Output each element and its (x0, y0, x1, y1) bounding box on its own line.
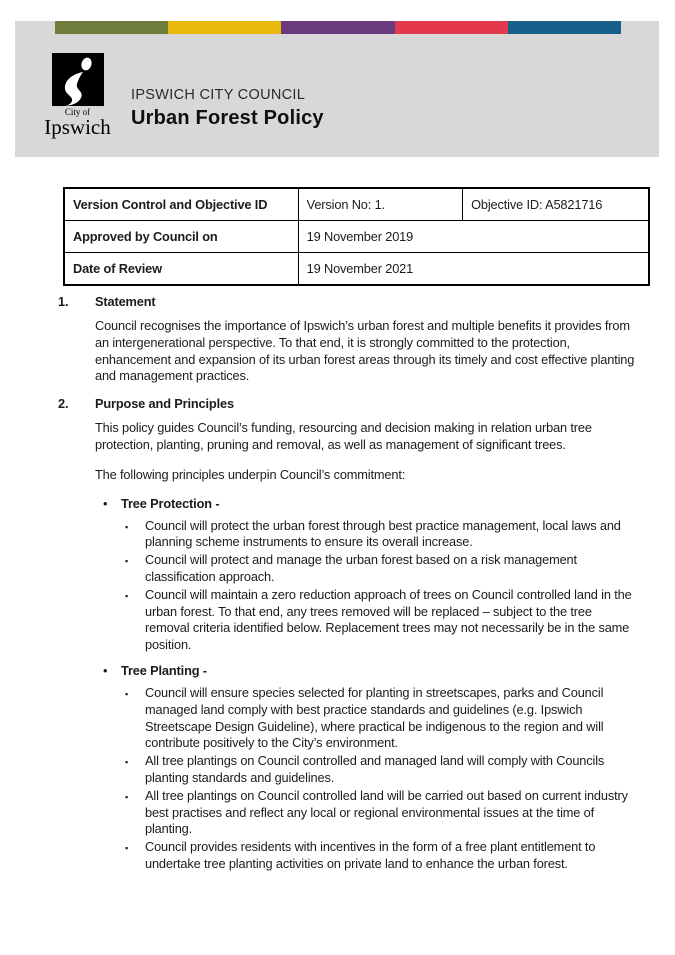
document-body (0, 187, 675, 873)
list-item (125, 685, 640, 752)
bullet-dot-icon: • (103, 662, 108, 678)
principle-heading-tree-protection (103, 496, 675, 511)
list-item-text: Council will ensure species selected for planting in streetscapes, parks and Council managed land comply with best practice standards and guidelines (e.g. Ipswich Streetscape Design Guideline), where practical be indigenous to the region and will contribute positively to the City’s environment. (145, 684, 604, 751)
list-item-text: Council will maintain a zero reduction approach of trees on Council controlled land in the urban forest. To that end, any trees removed will be replaced – subject to the tree removal criteria identified below. Replacement trees may not necessarily be in the same position. (145, 586, 632, 653)
list-item-text: All tree plantings on Council controlled land will be carried out based on current industry best practises and reflect any local or regional environmental issues at the time of planting. (145, 787, 628, 837)
list-item (125, 552, 640, 586)
logo-city-of-text: City of (64, 107, 91, 117)
ipswich-i-icon (52, 53, 104, 106)
org-name: IPSWICH CITY COUNCIL (131, 87, 306, 103)
bullet-square-icon: ▪ (125, 590, 129, 601)
section-heading-statement (58, 294, 675, 309)
list-item (125, 587, 640, 654)
table-row (64, 188, 649, 221)
section-number: 1. (58, 294, 69, 309)
table-row (64, 221, 649, 253)
principle-heading-tree-planting (103, 663, 675, 678)
section-number: 2. (58, 396, 69, 412)
principle-title: Tree Planting - (121, 662, 207, 678)
page-title: Urban Forest Policy (131, 107, 324, 129)
bullet-square-icon: ▪ (125, 757, 129, 768)
logo-city-text: Ipswich (44, 115, 111, 139)
header-banner (15, 21, 659, 157)
table-row (64, 253, 649, 286)
stripe-segment-green (55, 21, 168, 34)
statement-paragraph: Council recognises the importance of Ipswich’s urban forest and multiple benefits it provides from an intergenerational perspective. To that end, it is strongly committed to the protection, enhancement and expansion of its urban forest areas through its timely and cost effective planting and management practices. (95, 318, 635, 384)
bullet-square-icon: ▪ (125, 521, 129, 532)
section-heading-purpose (58, 396, 675, 411)
list-item-text: Council provides residents with incentives in the form of a free plant entitlement to undertake tree planting activities on private land to enhance the urban forest. (145, 839, 596, 871)
principles-intro: The following principles underpin Council’s commitment: (95, 466, 406, 482)
bullet-dot-icon: • (103, 495, 108, 511)
bullet-square-icon: ▪ (125, 791, 129, 802)
list-item (125, 518, 640, 552)
section-title: Statement (95, 294, 156, 309)
bullet-square-icon: ▪ (125, 843, 129, 854)
bullet-square-icon: ▪ (125, 688, 129, 699)
council-logo (40, 53, 115, 137)
table-cell-review-date: 19 November 2021 (298, 253, 649, 286)
list-item (125, 839, 640, 873)
list-item-text: Council will protect the urban forest through best practice management, local laws and planning scheme instruments to ensure its overall increase. (145, 517, 621, 550)
stripe-segment-red (395, 21, 508, 34)
header-titles (131, 87, 324, 130)
table-cell-objective-id: Objective ID: A5821716 (463, 188, 649, 221)
section-title: Purpose and Principles (95, 396, 234, 412)
table-cell-approved-date: 19 November 2019 (298, 221, 649, 253)
bullet-square-icon: ▪ (125, 556, 129, 567)
stripe-segment-teal (508, 21, 621, 34)
stripe-segment-purple (281, 21, 394, 34)
list-item (125, 788, 640, 838)
list-item (125, 753, 640, 787)
stripe-segment-gold (168, 21, 281, 34)
table-cell-version: Version No: 1. (298, 188, 462, 221)
list-item-text: Council will protect and manage the urban forest based on a risk management classification approach. (145, 552, 577, 584)
list-item-text: All tree plantings on Council controlled and managed land will comply with Councils planting standards and guidelines. (145, 753, 605, 785)
brand-color-stripe (55, 21, 621, 34)
principle-title: Tree Protection - (121, 495, 220, 511)
purpose-paragraph: This policy guides Council’s funding, resourcing and decision making in relation urban tree protection, planting, pruning and removal, as well as management of significant trees. (95, 420, 592, 452)
table-cell-label: Approved by Council on (64, 221, 298, 253)
version-control-table (63, 187, 650, 286)
table-cell-label: Date of Review (64, 253, 298, 286)
table-cell-label: Version Control and Objective ID (64, 188, 298, 221)
